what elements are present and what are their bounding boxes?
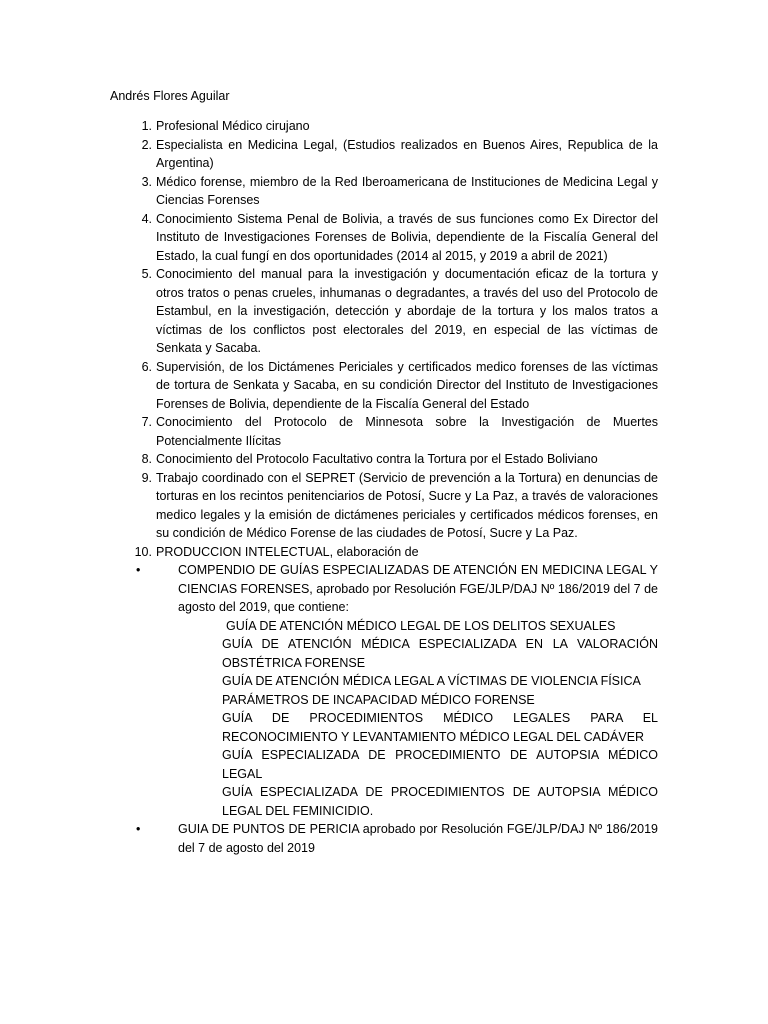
item-number: 6. [141,359,152,374]
item-text: Conocimiento del Protocolo de Minnesota sobre la Investigación de Muertes Potencialmente Ilícitas [156,415,658,448]
author-name: Andrés Flores Aguilar [110,89,230,103]
item-text: PRODUCCION INTELECTUAL, elaboración de [156,544,419,559]
item-text: Profesional Médico cirujano [156,119,310,133]
guide-item: GUÍA DE PROCEDIMIENTOS MÉDICO LEGALES PARA EL RECONOCIMIENTO Y LEVANTAMIENTO MÉDICO LEGAL DEL CADÁVER [222,711,658,744]
item-text: Conocimiento Sistema Penal de Bolivia, a través de sus funciones como Ex Director del Instituto de Investigaciones Forenses de Bolivia, dependiente de la Fiscalía General del Estado, la cual fungí en dos oportunidades (2014 al 2015, y 2019 a abril de 2021) [156,211,658,263]
bullet-icon: • [136,822,141,836]
list-item [110,136,658,173]
item-text: Trabajo coordinado con el SEPRET (Servicio de prevención a la Tortura) en denuncias de torturas en los recintos penitenciarios de Potosí, Sucre y La Paz, a través de valoraciones medico legales y la emisión de dictámenes periciales y certificados médicos forenses, en su condición de Médico Forense de las ciudades de Potosí, Sucre y La Paz. [156,470,658,540]
bullet-icon: • [136,563,141,577]
item-text: Conocimiento del Protocolo Facultativo contra la Tortura por el Estado Boliviano [156,452,598,466]
list-item [110,173,658,210]
item-text: Médico forense, miembro de la Red Iberoamericana de Instituciones de Medicina Legal y Ciencias Forenses [156,174,658,207]
guide-item: GUÍA ESPECIALIZADA DE PROCEDIMIENTO DE AUTOPSIA MÉDICO LEGAL [222,748,658,781]
item-number: 4. [141,211,152,226]
item-text: Conocimiento del manual para la investigación y documentación eficaz de la tortura y otros tratos o penas crueles, inhumanas o degradantes, a través del uso del Protocolo de Estambul, en la investigación, detección y abordaje de la tortura y los malos tratos a víctimas de los conflictos post electorales del 2019, en especial de las víctimas de Senkata y Sacaba. [156,267,658,355]
list-item [110,413,658,450]
list-item [110,543,658,562]
qualifications-list [110,117,658,857]
item-number: 8. [141,452,152,466]
guide-item: PARÁMETROS DE INCAPACIDAD MÉDICO FORENSE [222,692,535,707]
item-number: 5. [141,267,152,281]
list-item [110,450,658,469]
item-text: Supervisión, de los Dictámenes Periciales y certificados medico forenses de las víctimas de tortura de Senkata y Sacaba, en su condición Director del Instituto de Investigaciones Forenses de Bolivia, dependiente de la Fiscalía General del Estado [156,359,658,411]
list-item [110,358,658,414]
guide-item: GUÍA DE ATENCIÓN MÉDICA ESPECIALIZADA EN LA VALORACIÓN OBSTÉTRICA FORENSE [222,637,658,670]
bullet-text: COMPENDIO DE GUÍAS ESPECIALIZADAS DE ATENCIÓN EN MEDICINA LEGAL Y CIENCIAS FORENSES, aprobado por Resolución FGE/JLP/DAJ Nº 186/2019 del 7 de agosto del 2019, que contiene: [178,563,658,614]
item-number: 10. [134,544,152,559]
item-number: 2. [141,137,152,152]
bullet-item [134,561,658,820]
item-number: 9. [141,470,152,485]
list-item [110,265,658,358]
item-number: 7. [141,415,152,429]
bullet-item [134,820,658,857]
item-text: Especialista en Medicina Legal, (Estudios realizados en Buenos Aires, Republica de la Argentina) [156,137,658,170]
item-number: 1. [141,119,152,133]
guide-item: GUÍA ESPECIALIZADA DE PROCEDIMIENTOS DE AUTOPSIA MÉDICO LEGAL DEL FEMINICIDIO. [222,785,658,818]
list-item [110,469,658,543]
list-item [110,117,658,136]
guide-item: GUÍA DE ATENCIÓN MÉDICA LEGAL A VÍCTIMAS DE VIOLENCIA FÍSICA [222,674,641,688]
guide-item: GUÍA DE ATENCIÓN MÉDICO LEGAL DE LOS DELITOS SEXUALES [226,618,616,633]
guide-list [178,617,658,821]
list-item [110,210,658,266]
item-number: 3. [141,174,152,189]
bullet-text: GUIA DE PUNTOS DE PERICIA aprobado por Resolución FGE/JLP/DAJ Nº 186/2019 del 7 de agosto del 2019 [178,822,658,855]
sub-bullet-list [134,561,658,857]
